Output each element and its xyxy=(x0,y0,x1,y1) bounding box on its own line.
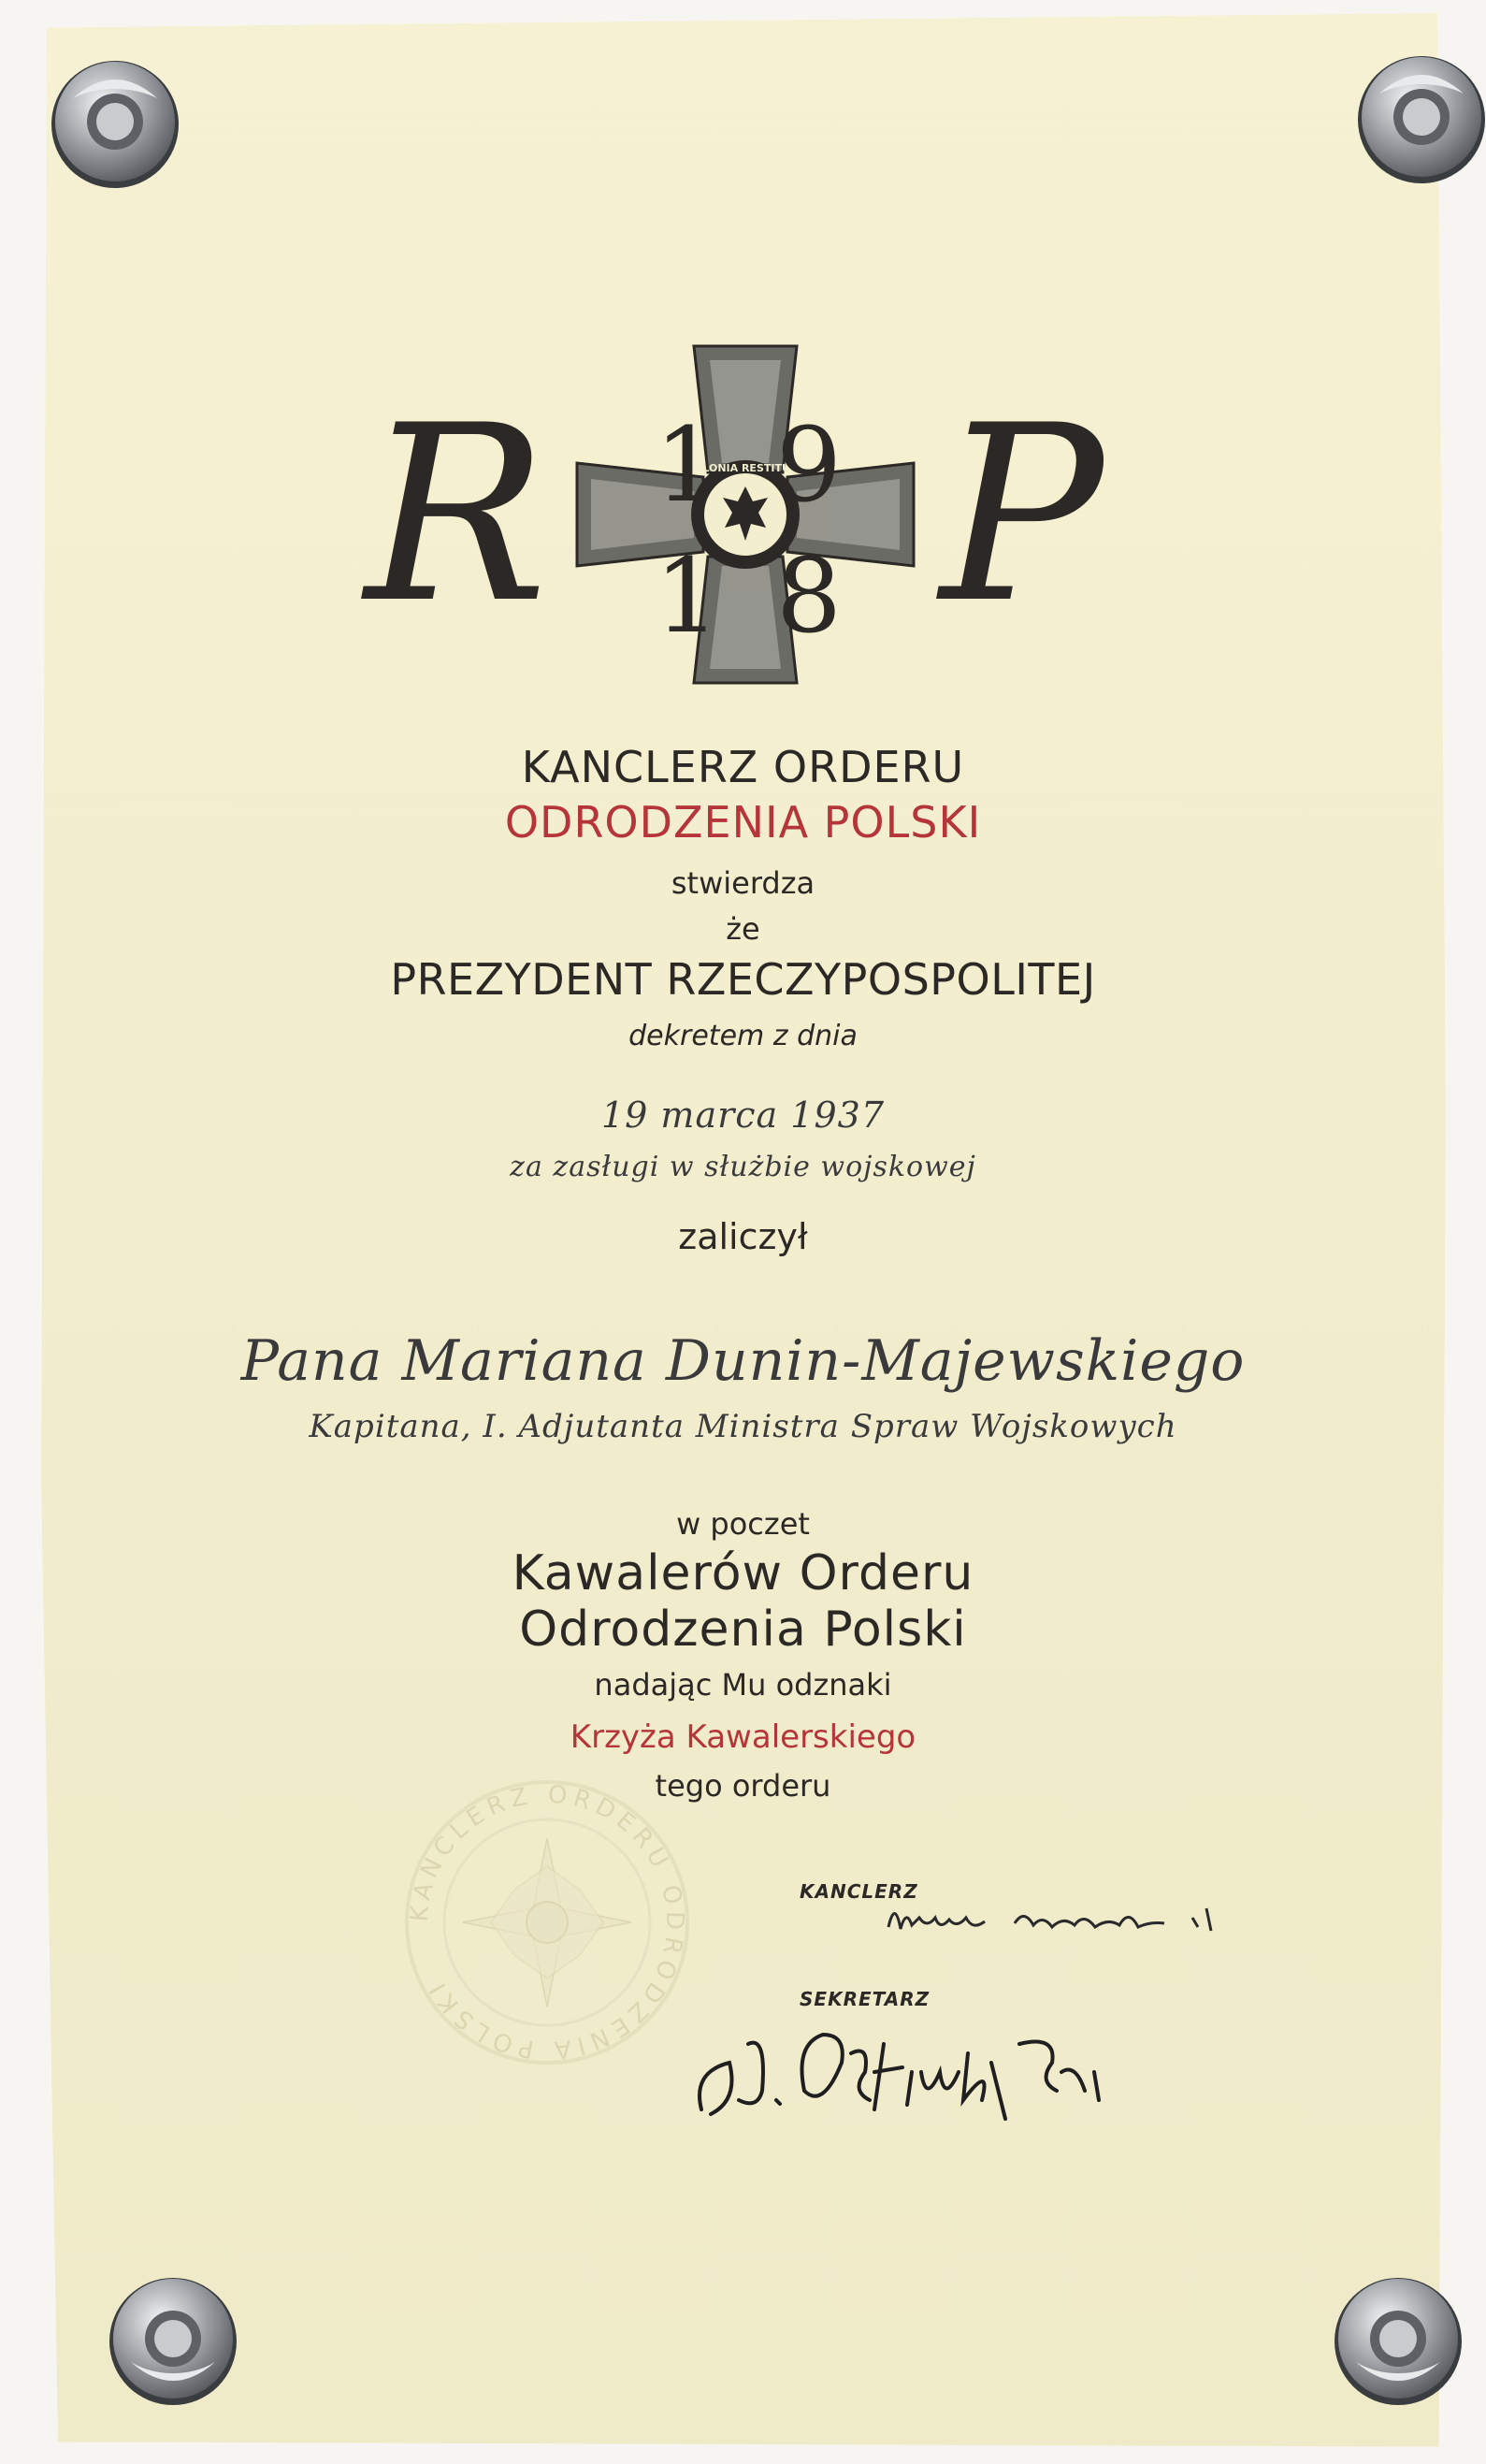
order-emblem xyxy=(355,337,1136,692)
order-cross-icon xyxy=(577,346,914,683)
this-order-text: tego orderu xyxy=(655,1768,831,1804)
year-digit-1: 1 xyxy=(655,405,720,525)
decree-date: 19 marca 1937 xyxy=(600,1094,885,1136)
chancellor-signature xyxy=(884,1890,1248,1955)
seal-text: KANCLERZ ORDERU ODRODZENIA POLSKI xyxy=(405,1780,689,2065)
merit-text: za zasługi w służbie wojskowej xyxy=(510,1151,976,1183)
recipient-name: Pana Mariana Dunin-Majewskiego xyxy=(240,1328,1246,1394)
magnet-icon xyxy=(1328,2268,1468,2409)
states-text: stwierdza xyxy=(671,865,815,901)
that-text: że xyxy=(726,911,760,947)
magnet-icon xyxy=(103,2268,243,2409)
medallion-text: POLONIA RESTITUTA xyxy=(685,462,805,474)
recipient-rank: Kapitana, I. Adjutanta Ministra Spraw Wojskowych xyxy=(309,1408,1177,1445)
monogram-left: R xyxy=(365,374,548,657)
order-name-heading: ODRODZENIA POLSKI xyxy=(504,797,982,848)
embossed-star-seal-icon xyxy=(402,1777,692,2067)
counted-text: zaliczył xyxy=(678,1216,808,1257)
cross-class-text: Krzyża Kawalerskiego xyxy=(570,1718,916,1756)
magnet-icon xyxy=(45,51,185,192)
magnet-icon xyxy=(1351,47,1486,187)
monogram-right: P xyxy=(940,374,1104,657)
chancellor-heading: KANCLERZ ORDERU xyxy=(521,742,965,792)
into-text: w poczet xyxy=(676,1506,810,1542)
knights-heading-line1: Kawalerów Orderu xyxy=(512,1545,974,1602)
knights-heading-line2: Odrodzenia Polski xyxy=(519,1602,967,1658)
decree-text: dekretem z dnia xyxy=(628,1020,858,1052)
year-digit-4: 8 xyxy=(776,536,842,656)
year-digit-3: 1 xyxy=(655,536,720,656)
chancellor-label: KANCLERZ xyxy=(800,1880,918,1903)
granting-text: nadając Mu odznaki xyxy=(594,1667,892,1703)
secretary-label: SEKRETARZ xyxy=(800,1988,931,2010)
year-digit-2: 9 xyxy=(776,405,842,525)
secretary-signature xyxy=(683,2007,1104,2138)
president-heading: PREZYDENT RZECZYPOSPOLITEJ xyxy=(390,954,1096,1005)
